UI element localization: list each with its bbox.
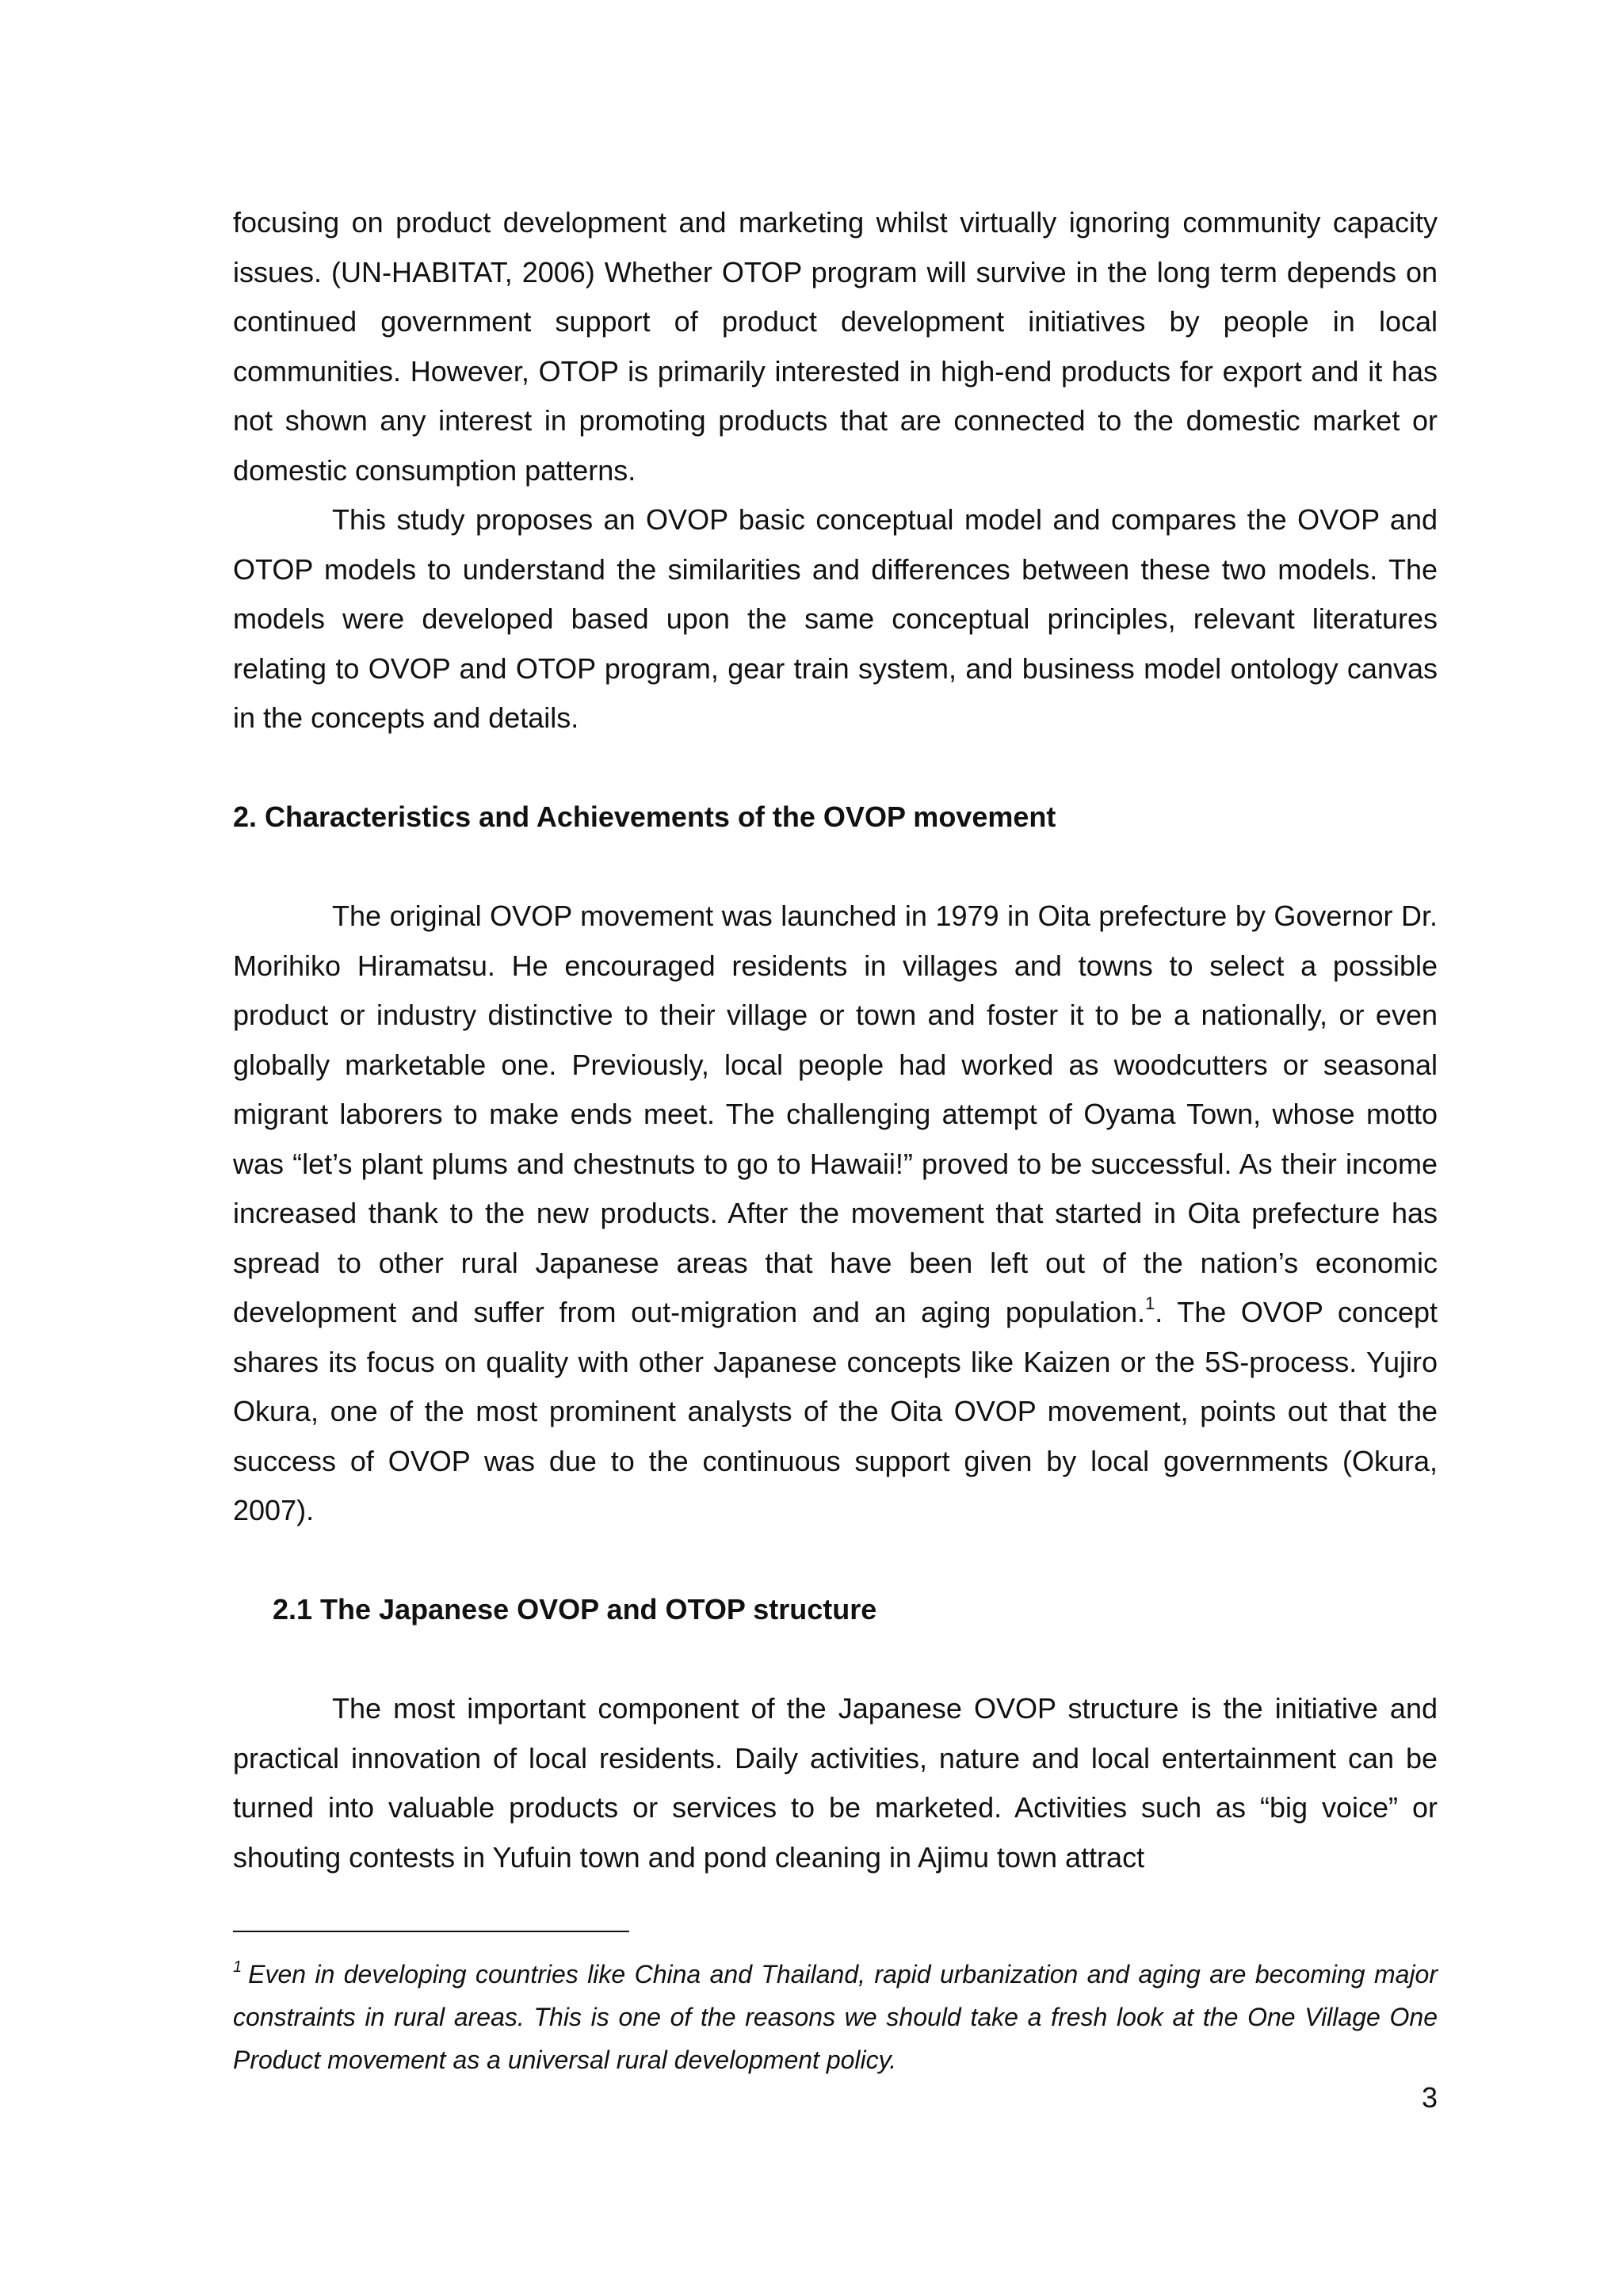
section-heading-characteristics: 2. Characteristics and Achievements of the OVOP movement: [233, 800, 1056, 833]
body-paragraph-ovop-origin: [233, 892, 1438, 1536]
body-paragraph-intro-continued: focusing on product development and marketing whilst virtually ignoring community capacity issues. (UN-HABITAT, 2006) Whether OTOP program will survive in the long term depends on continued government support of product development initiatives by people in local communities. However, OTOP is primarily interested in high-end products for export and it has not shown any interest in promoting products that are connected to the domestic market or domestic consumption patterns.: [233, 206, 1438, 487]
body-paragraph-ovop-structure: The most important component of the Japanese OVOP structure is the initiative and practical innovation of local residents. Daily activities, nature and local entertainment can be turned into valuable products or services to be marketed. Activities such as “big voice” or shouting contests in Yufuin town and pond cleaning in Ajimu town attract: [233, 1692, 1438, 1874]
page-number: 3: [1421, 2081, 1438, 2114]
footnote-reference[interactable]: 1: [1145, 1293, 1155, 1313]
footnote: [233, 1953, 1438, 2081]
body-paragraph-study-proposal: This study proposes an OVOP basic conceptual model and compares the OVOP and OTOP models to understand the similarities and differences between these two models. The models were developed based upon the same conceptual principles, relevant literatures relating to OVOP and OTOP program, gear train system, and business model ontology canvas in the concepts and details.: [233, 503, 1438, 734]
paragraph-text-part: The original OVOP movement was launched in 1979 in Oita prefecture by Governor Dr. Morihiko Hiramatsu. He encouraged residents in villages and towns to select a possible product or industry distinctive to their village or town and foster it to be a nationally, or even globally marketable one. Previously, local people had worked as woodcutters or seasonal migrant laborers to make ends meet. The challenging attempt of Oyama Town, whose motto was “let’s plant plums and chestnuts to go to Hawaii!” proved to be successful. As their income increased thank to the new products. After the movement that started in Oita prefecture has spread to other rural Japanese areas that have been left out of the nation’s economic development and suffer from out-migration and an aging population.: [233, 900, 1438, 1328]
footnote-separator: [233, 1931, 629, 1932]
paragraph-text-part: . The OVOP concept shares its focus on quality with other Japanese concepts like Kaizen or the 5S-process. Yujiro Okura, one of the most prominent analysts of the Oita OVOP movement, points out that the success of OVOP was due to the continuous support given by local governments (Okura, 2007).: [233, 1296, 1438, 1526]
footnote-text: Even in developing countries like China and Thailand, rapid urbanization and aging are becoming major constraints in rural areas. This is one of the reasons we should take a fresh look at the One Village One Product movement as a universal rural development policy.: [233, 1960, 1438, 2074]
subsection-heading-structure: 2.1 The Japanese OVOP and OTOP structure: [273, 1593, 877, 1626]
footnote-mark: 1: [233, 1958, 242, 1976]
